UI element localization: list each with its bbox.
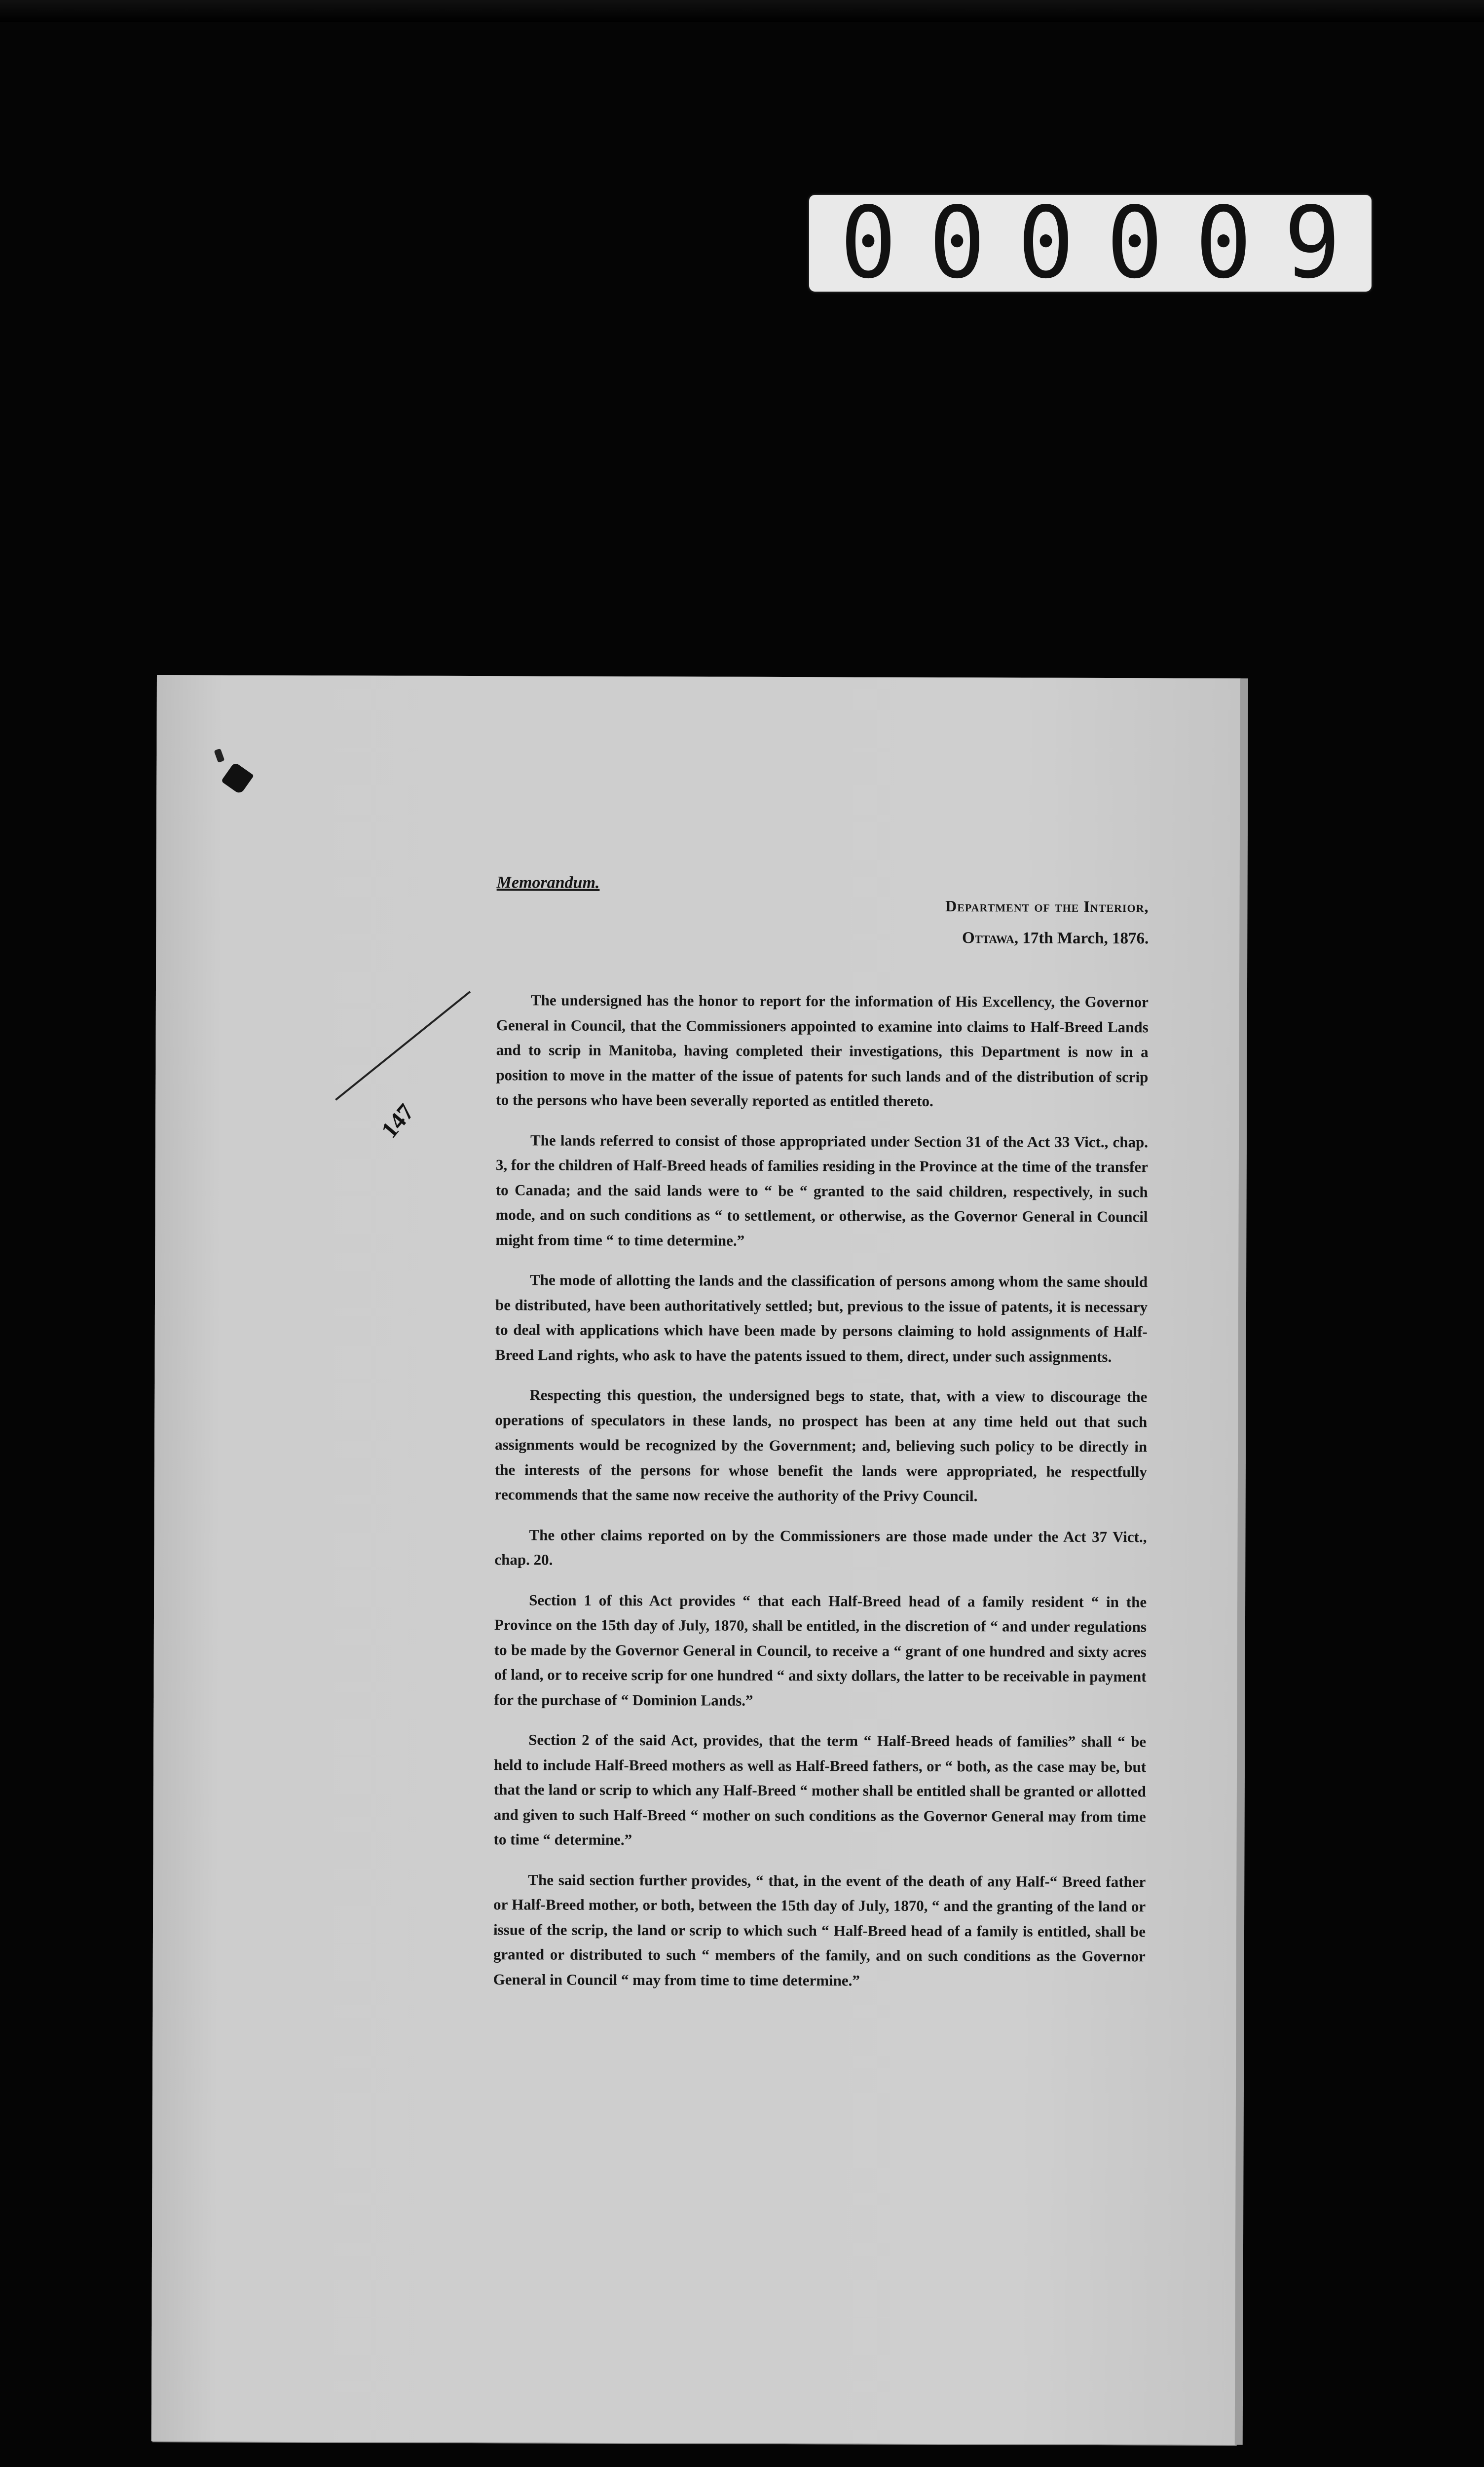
date-text: 17th March, 1876. [1022,929,1149,948]
paragraph: The other claims reported on by the Commissioners are those made under the Act 37 Vict., chap. 20. [494,1526,1147,1569]
paragraph: Section 2 of the said Act, provides, that the term “ Half-Breed heads of families” shall “ be held to include Half-Breed mothers as well as Half-Breed fathers, or “ both, as the case may be, but that the land or scrip to which any Half-Breed “ mother shall be entitled shall be granted or allotted and given to such Half-Breed “ mother on such conditions as the Governor General may from time to time “ determine.” [493,1731,1147,1849]
margin-number: 147 [376,1099,419,1143]
film-strip-top [0,0,1484,22]
paragraph: The undersigned has the honor to report for the information of His Excellency, the Governor General in Council, that the Commissioners appointed to examine into claims to Half-Breed Lands and to scrip in Manitoba, having completed their investigations, this Department is now in a position to move in the matter of the issue of patents for such lands and of the distribution of scrip to the persons who have been severally reported as entitled thereto. [496,991,1149,1110]
ink-blot-icon [214,748,224,763]
date-line [962,929,1149,948]
frame-digit: 0 [1017,186,1075,300]
paragraph: The mode of allotting the lands and the classification of persons among whom the same should be distributed, have been authoritatively settled; but, previous to the issue of patents, it is necessary to deal with applications which have been made by persons claiming to hold assignments of Half-Breed Land rights, who ask to have the patents issued to them, direct, under such assignments. [495,1271,1148,1365]
place-text: Ottawa, [962,929,1019,947]
ink-blot-icon [221,762,254,795]
memorandum-heading: Memorandum. [496,873,600,892]
frame-digit: 9 [1284,186,1341,300]
paragraph: The lands referred to consist of those appropriated under Section 31 of the Act 33 Vict., chap. 3, for the children of Half-Breed heads of families residing in the Province at the time of the transfer to Canada; and the said lands were to “ be “ granted to the said children, respectively, in such mode, and on such conditions as “ to settlement, or otherwise, as the Governor General in Council might from time “ to time determine.” [495,1131,1149,1249]
frame-digit: 0 [840,186,897,300]
paragraph: Section 1 of this Act provides “ that each Half-Breed head of a family resident “ in the Province on the 15th day of July, 1870, shall be entitled, in the discretion of “ and under regulations to be made by the Governor General in Council, to receive a “ grant of one hundred and sixty acres of land, or to receive scrip for one hundred “ and sixty dollars, the latter to be receivable in payment for the purchase of “ Dominion Lands.” [494,1591,1147,1709]
frame-counter [809,186,1372,300]
memorandum-content [493,873,1149,1989]
department-line: Department of the Interior, [945,897,1149,916]
paragraph: Respecting this question, the undersigned begs to state, that, with a view to discourage the operations of speculators in these lands, no prospect has been at any time held out that such assignments would be recognized by the Government; and, believing such policy to be directly in the interests of the persons for whose benefit the lands were appropriated, he respectfully recommends that the same now receive the authority of the Privy Council. [494,1386,1148,1505]
document-page [151,675,1241,2445]
page-edge [1235,678,1248,2445]
frame-digit: 0 [1106,186,1163,300]
margin-pen-stroke [335,991,471,1101]
frame-digit: 0 [928,186,986,300]
paragraph: The said section further provides, “ that, in the event of the death of any Half-“ Breed father or Half-Breed mother, or both, between the 15th day of July, 1870, “ and the granting of the land or issue of the scrip, the land or scrip to which such “ Half-Breed head of a family is entitled, shall be granted or distributed to such “ members of the family, and on such conditions as the Governor General in Council “ may from time to time determine.” [493,1870,1146,1989]
frame-digit: 0 [1195,186,1252,300]
memorandum-body [493,988,1149,2009]
